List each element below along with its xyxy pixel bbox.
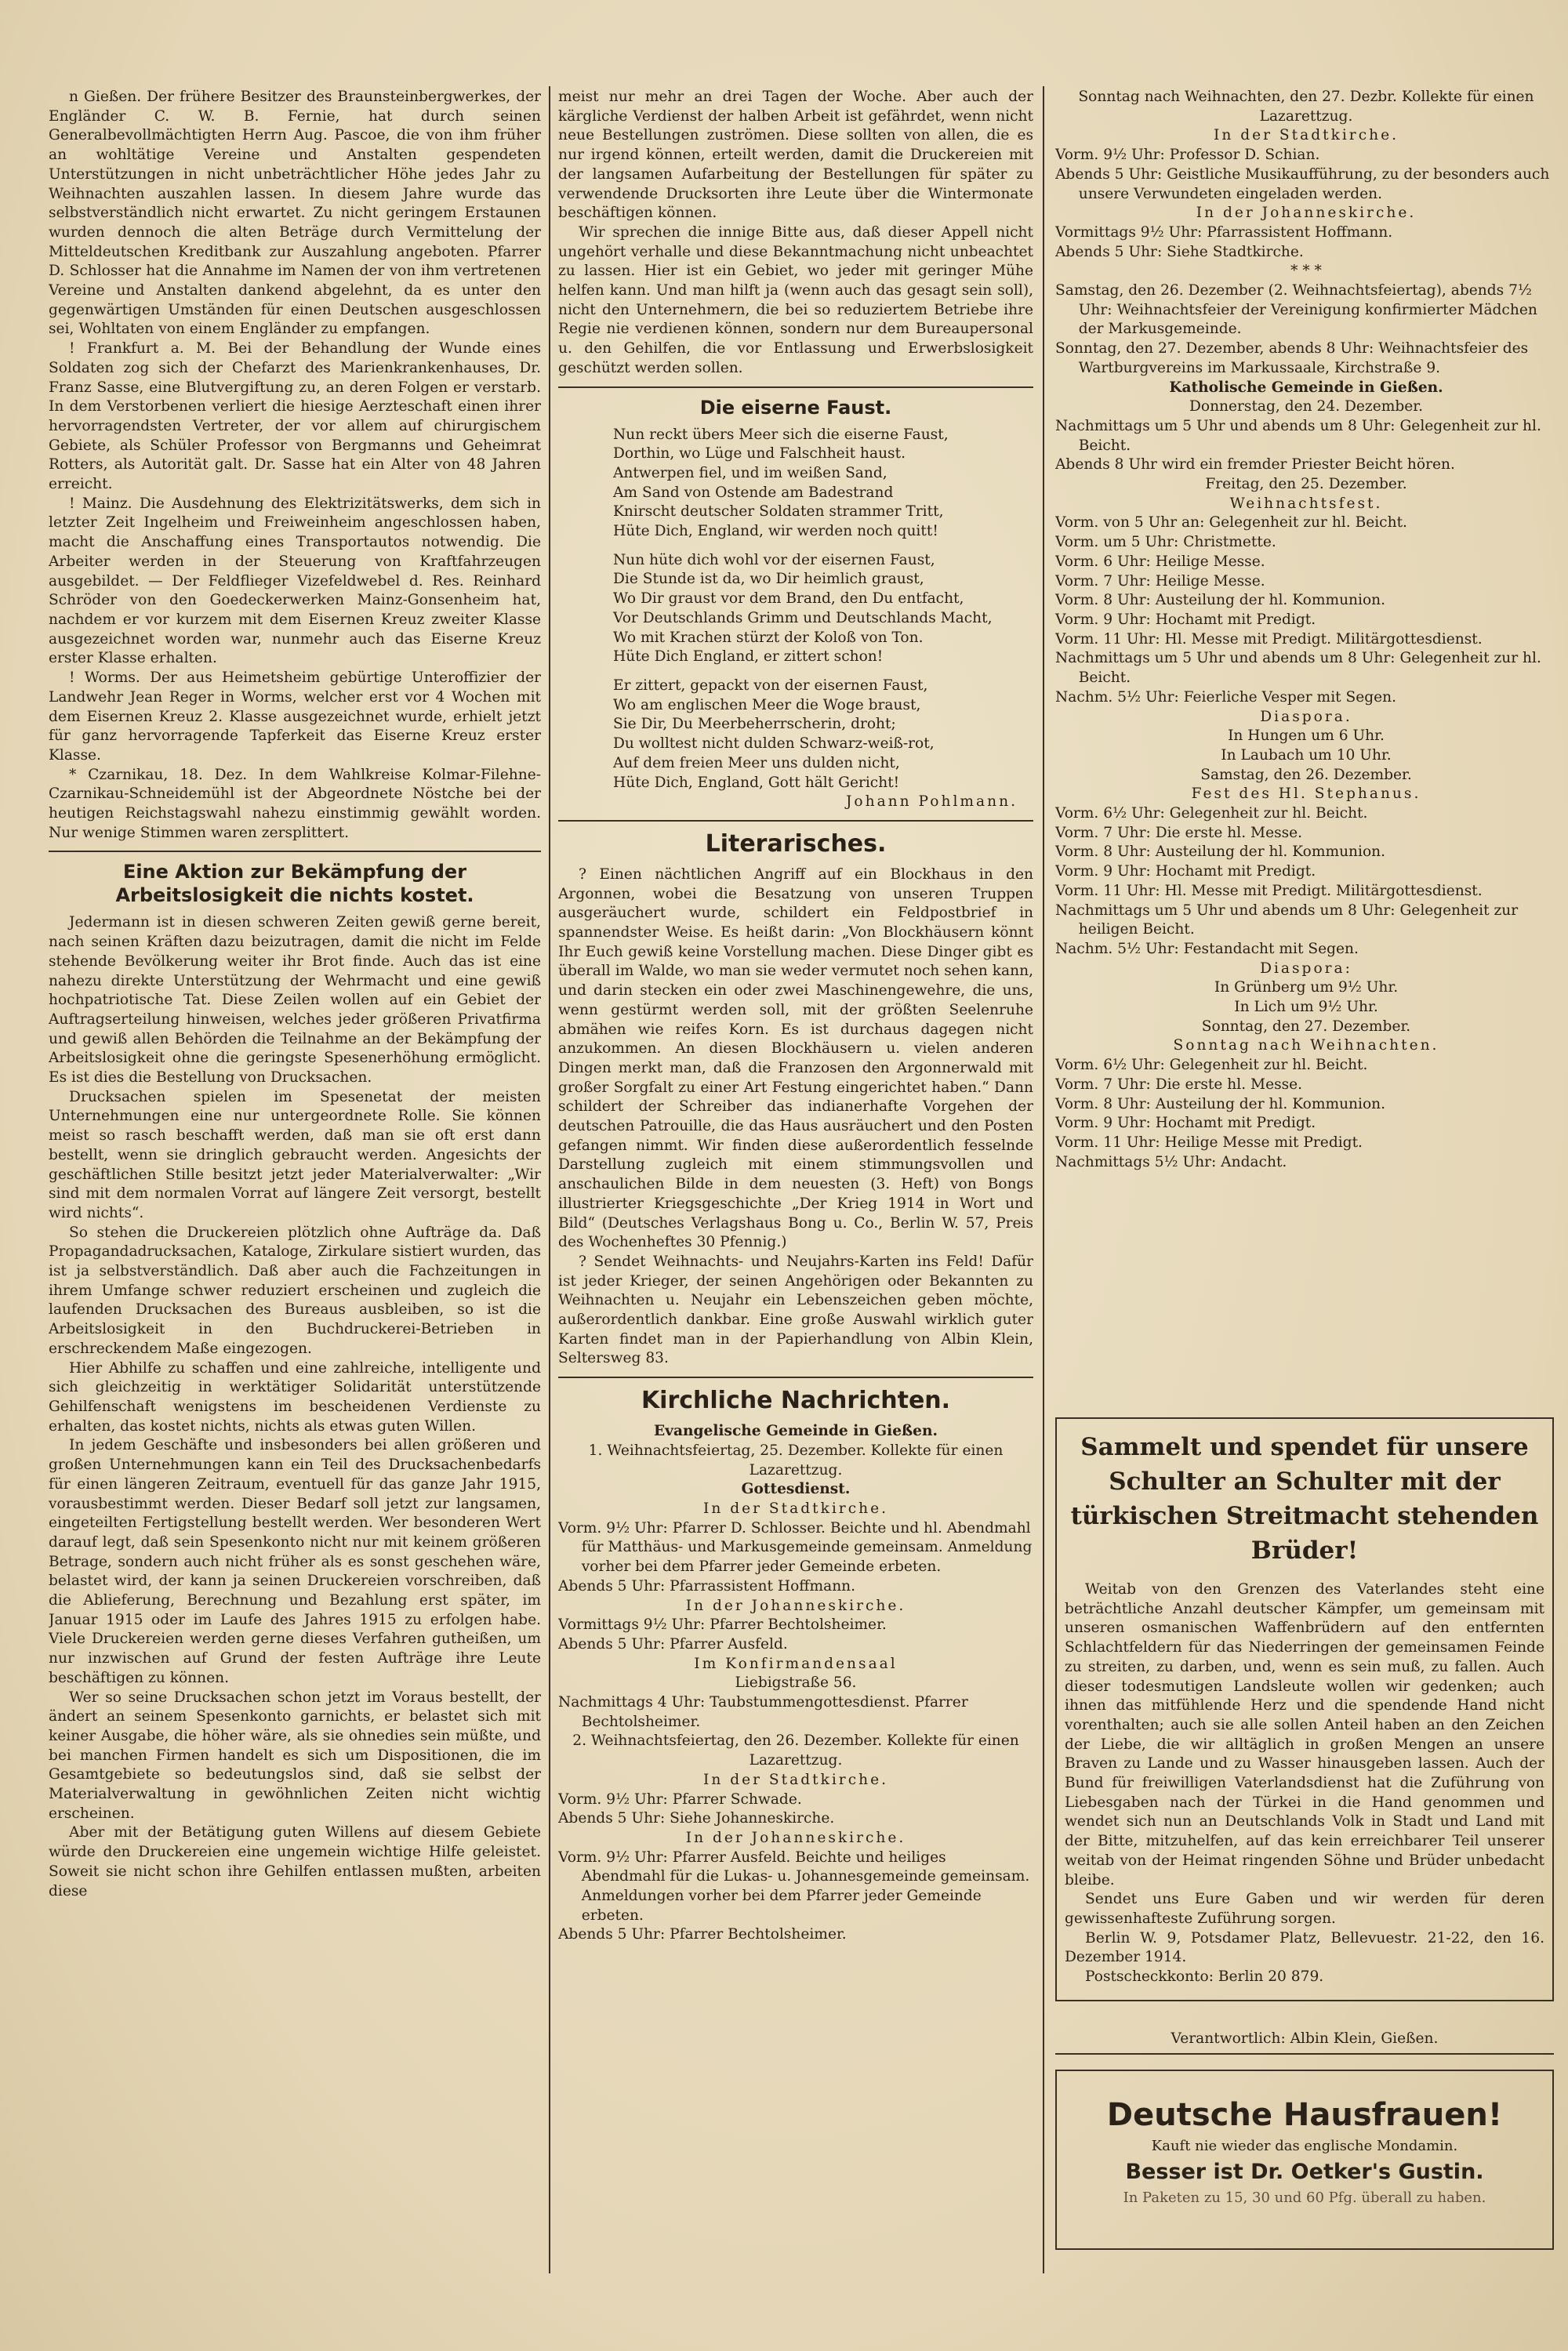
centered-line: In Laubach um 10 Uhr.	[1221, 746, 1392, 764]
schedule-item: Vorm. 6½ Uhr: Gelegenheit zur hl. Beicht.	[1055, 1057, 1368, 1074]
schedule-item: Abends 5 Uhr: Siehe Stadtkirche.	[1055, 243, 1304, 260]
headline: Eine Aktion zur Bekämpfung der Arbeitslosigkeit die nichts kostet.	[115, 861, 474, 907]
schedule-item: Vorm. 8 Uhr: Austeilung der hl. Kommunion.	[1055, 592, 1386, 609]
centered-line: Im Konfirmandensaal	[694, 1655, 898, 1672]
schedule-item: Nachmittags 5½ Uhr: Andacht.	[1055, 1153, 1287, 1170]
poem-line: Am Sand von Ostende am Badestrand	[613, 484, 894, 501]
appeal-send: Sendet uns Eure Gaben und wir werden für deren gewissenhafteste Zuführung sorgen.	[1065, 1891, 1544, 1927]
centered-line: In Hungen um 6 Uhr.	[1228, 727, 1385, 745]
centered-line: Diaspora:	[1260, 960, 1352, 977]
poem-line: Hüte Dich, England, Gott hält Gericht!	[613, 774, 900, 791]
schedule-item: Vorm. von 5 Uhr an: Gelegenheit zur hl. Beicht.	[1055, 514, 1407, 532]
horizontal-rule	[558, 1377, 1033, 1378]
centered-line: Sonntag, den 27. Dezember.	[1201, 1018, 1411, 1035]
headline: Literarisches.	[705, 829, 887, 858]
appeal-account: Postscheckkonto: Berlin 20 879.	[1085, 1968, 1324, 1986]
horizontal-rule	[558, 386, 1033, 388]
appeal-body: Weitab von den Grenzen des Vaterlandes steht eine beträchtliche Anzahl deutscher Kämpfer, um gemeinsam mit unseren osmanischen Waffenbrüdern auf den entfernten Schlachtfeldern für das Niederringen der gemeinsamen Feinde zu streiten, zu darben, und, wenn es sein muß, zu fallen. Auch dieser todesmutigen Landsleute wollen wir gedenken; auch ihnen das mitfühlende Herz und die spendende Hand nicht vorenthalten; auch sie alle sollen Anteil haben an den Zeichen der Liebe, die wir alltäglich in großen Mengen an unsere Braven zu Lande und zu Wasser hinausgeben lassen. Auch der Bund für freiwilligen Vaterlandsdienst hat die Zuführung von Liebesgaben nach der Türkei in die Hand genommen und wendet sich nun an Deutschlands Volk in Stadt und Land mit der Bitte, mitzuhelfen, auf das kein erreichbarer Teil unserer weitab von der Heimat ringenden Söhne und Brüder unbedacht bleibe.	[1065, 1581, 1544, 1888]
column-3	[1055, 88, 1557, 1413]
ad-product: Besser ist Dr. Oetker's Gustin.	[1125, 2160, 1484, 2184]
schedule-item: Vorm. 7 Uhr: Die erste hl. Messe.	[1055, 824, 1303, 841]
centered-line: In der Stadtkirche.	[1213, 127, 1399, 144]
schedule-item: Abends 5 Uhr: Pfarrer Bechtolsheimer.	[558, 1926, 847, 1943]
schedule-item: Vorm. 7 Uhr: Die erste hl. Messe.	[1055, 1076, 1303, 1093]
schedule-item: Vorm. 11 Uhr: Heilige Messe mit Predigt.	[1055, 1134, 1363, 1151]
paragraph: ! Mainz. Die Ausdehnung des Elektrizitätswerks, dem sich in letzter Zeit Ingelheim und Freiweinheim angeschlossen haben, macht die Anschaffung eines Transportautos notwendig. Die Arbeiter werden in der Steuerung von Kraftfahrzeugen ausgebildet. — Der Feldflieger Vizefeldwebel d. Res. Reinhard Schröder von den Goedeckerwerken Mainz-Gonsenheim hat, nachdem er vor kurzem mit dem Eisernen Kreuz zweiter Klasse ausgezeichnet worden war, nunmehr auch das Eiserne Kreuz erster Klasse erhalten.	[49, 495, 541, 667]
centered-line: In der Johanneskirche.	[685, 1829, 906, 1846]
ad-footer: In Paketen zu 15, 30 und 60 Pfg. überall zu haben.	[1123, 2190, 1486, 2206]
paragraph: Hier Abhilfe zu schaffen und eine zahlreiche, intelligente und sich gleichzeitig in werktätiger Solidarität unterstützende Gehilfenschaft wenigstens im bescheidenen Verdienste zu erhalten, das kostet nichts, nichts als etwas guten Willen.	[49, 1359, 541, 1435]
centered-line: Gottesdienst.	[741, 1481, 851, 1498]
poem-line: Du wolltest nicht dulden Schwarz-weiß-rot,	[613, 735, 935, 753]
author-signature: Johann Pohlmann.	[845, 793, 1018, 811]
schedule-item: Vorm. 9½ Uhr: Pfarrer Ausfeld. Beichte und heiliges Abendmahl für die Lukas- u. Johannesgemeinde gemeinsam. Anmeldungen vorher bei dem Pfarrer jeder Gemeinde erbeten.	[558, 1849, 1030, 1924]
paragraph: Wer so seine Drucksachen schon jetzt im Voraus bestellt, der ändert an seinem Spesenkonto garnichts, er belastet sich mit keiner Ausgabe, die höher wäre, als sie ohnedies sein müßte, und bei manchen Firmen handelt es sich um Dispositionen, die im Gesamtgebiete so bedeutungslos sind, daß sie selbst der Materialverwaltung in gewöhnlichen Zeiten nicht wichtig erscheinen.	[49, 1689, 541, 1822]
poem-line: Antwerpen fiel, und im weißen Sand,	[613, 464, 887, 481]
poem-line: Hüte Dich England, er zittert schon!	[613, 648, 884, 666]
schedule-item: Nachmittags um 5 Uhr und abends um 8 Uhr: Gelegenheit zur heiligen Beicht.	[1055, 902, 1519, 938]
schedule-item: Vorm. 9 Uhr: Hochamt mit Predigt.	[1055, 863, 1316, 880]
centered-line: * * *	[1290, 263, 1322, 280]
schedule-item: Vorm. 9½ Uhr: Pfarrer D. Schlosser. Beichte und hl. Abendmahl für Matthäus- und Markusgemeinde gemeinsam. Anmeldung vorher bei dem Pfarrer jeder Gemeinde erbeten.	[558, 1519, 1033, 1576]
centered-line: In Lich um 9½ Uhr.	[1234, 999, 1378, 1016]
paragraph: Wir sprechen die innige Bitte aus, daß dieser Appell nicht ungehört verhalle und diese Bekanntmachung nicht unbeachtet zu lassen. Hier ist ein Gebiet, wo jeder mit geringer Mühe helfen kann. Und man hilft ja (wenn auch das gesagt sein soll), nicht den Unternehmern, die bei so reduziertem Betriebe ihre Regie nie verdienen können, sondern nur dem Bureaupersonal u. den Gehilfen, die vor Entlassung und Erwerbslosigkeit geschützt werden sollen.	[558, 223, 1033, 376]
schedule-item: Vorm. 11 Uhr: Hl. Messe mit Predigt. Militärgottesdienst.	[1055, 882, 1483, 899]
paragraph: Aber mit der Betätigung guten Willens auf diesem Gebiete würde den Druckereien eine ungemein wichtige Hilfe geleistet. Soweit sie nicht schon ihre Gehilfen entlassen mußten, arbeiten diese	[49, 1824, 541, 1899]
poem-line: Die Stunde ist da, wo Dir heimlich graust,	[613, 571, 924, 588]
poem-line: Dorthin, wo Lüge und Falschheit haust.	[613, 445, 906, 463]
centered-line: In der Johanneskirche.	[1196, 205, 1417, 222]
poem-line: Wo mit Krachen stürzt der Koloß von Ton.	[613, 629, 924, 646]
appeal-address: Berlin W. 9, Potsdamer Platz, Bellevuestr. 21-22, den 16. Dezember 1914.	[1065, 1929, 1544, 1966]
schedule-item: Nachmittags 4 Uhr: Taubstummengottesdienst. Pfarrer Bechtolsheimer.	[558, 1694, 968, 1730]
centered-line: In der Stadtkirche.	[702, 1771, 888, 1788]
paragraph: ? Einen nächtlichen Angriff auf ein Blockhaus in den Argonnen, wobei die Besatzung von unseren Truppen ausgeräuchert wurde, schildert ein Feldpostbrief in spannendster Weise. Es heißt darin: „Von Blockhäusern könnt Ihr Euch gewiß keine Vorstellung machen. Diese Dinger gibt es überall im Walde, wo man sie weder vermutet noch sehen kann, und darin stecken ein oder zwei Maschinengewehre, die uns, wenn gestürmt werden soll, mit der größten Seelenruhe abmähen wie reifes Korn. Es ist durchaus dagegen nicht anzukommen. An diesen Blockhäusern u. vielen anderen Dingen merkt man, daß die Franzosen den Argonnerwald mit großer Sorgfalt zu einer Art Festung eingerichtet haben.“ Dann schildert der Schreiber das indianerhafte Vorgehen der deutschen Patrouille, die das Haus ausräuchert und den Posten gefangen nimmt. Wir finden diese außerordentlich fesselnde Darstellung zugleich mit einem stimmungsvollen und anschaulichen Bilde in dem neuesten (3. Heft) von Bongs illustrierter Kriegsgeschichte „Der Krieg 1914 in Wort und Bild“ (Deutsches Verlagshaus Bong u. Co., Berlin W. 57, Preis des Wochenheftes 30 Pfennig.)	[558, 865, 1033, 1251]
ad-line: Kauft nie wieder das englische Mondamin.	[1151, 2138, 1458, 2154]
appeal-title: Sammelt und spendet für unsere Schulter an Schulter mit der türkischen Streitmacht stehenden Brüder!	[1070, 1433, 1539, 1565]
centered-line: In Grünberg um 9½ Uhr.	[1214, 979, 1399, 996]
paragraph: ! Frankfurt a. M. Bei der Behandlung der Wunde eines Soldaten zog sich der Chefarzt des Marienkrankenhauses, Dr. Franz Sasse, eine Blutvergiftung zu, an deren Folgen er verstarb. In dem Verstorbenen verliert die hiesige Aerzteschaft einen ihrer hervorragendsten Vertreter, der vor allem auf chirurgischem Gebiete, als Schüler Professor von Bergmanns und Geheimrat Rotters, als Autorität galt. Dr. Sasse hat ein Alter von 48 Jahren erreicht.	[49, 340, 541, 493]
poem-line: Wo Dir graust vor dem Brand, den Du entfacht,	[613, 590, 964, 608]
centered-line: Samstag, den 26. Dezember.	[1200, 766, 1412, 783]
appeal-box	[1055, 1417, 1554, 2001]
centered-line: Katholische Gemeinde in Gießen.	[1169, 379, 1443, 396]
schedule-item: Abends 5 Uhr: Geistliche Musikaufführung, zu der besonders auch unsere Verwundeten eingeladen werden.	[1055, 165, 1550, 202]
poem-line: Hüte Dich, England, wir werden noch quitt!	[613, 523, 938, 540]
paragraph: meist nur mehr an drei Tagen der Woche. Aber auch der kärgliche Verdienst der halben Arbeit ist gefährdet, wenn nicht neue Bestellungen zuströmen. Diese sollten von allen, die es nur irgend können, erteilt werden, damit die Druckereien mit der langsamen Aufarbeitung der Bestellungen für später zu verwendende Drucksorten ihre Leute über die Wintermonate beschäftigen können.	[558, 89, 1033, 222]
centered-line: Evangelische Gemeinde in Gießen.	[654, 1423, 938, 1440]
centered-line: Freitag, den 25. Dezember.	[1205, 476, 1407, 493]
centered-line: Diaspora.	[1260, 708, 1352, 725]
stanza-gap	[558, 667, 1033, 677]
headline: Die eiserne Faust.	[699, 396, 892, 419]
ad-title: Deutsche Hausfrauen!	[1106, 2097, 1503, 2133]
schedule-item: Nachm. 5½ Uhr: Feierliche Vesper mit Segen.	[1055, 688, 1397, 706]
paragraph: Jedermann ist in diesen schweren Zeiten gewiß gerne bereit, nach seinen Kräften dazu beizutragen, damit die nicht im Felde stehende Bevölkerung weiter ihr Brot finde. Auch das ist eine nahezu direkte Unterstützung der Wehrmacht und eine gewiß hochpatriotische Tat. Diese Zeilen wollen auf ein Gebiet der Auftragserteilung hinweisen, welches jeder größeren Privatfirma und gewiß allen Behörden die Teilnahme an der Bekämpfung der Arbeitslosigkeit ohne die geringste Spesenerhöhung ermöglicht. Es ist dies die Bestellung von Drucksachen.	[49, 914, 541, 1087]
schedule-item: Nachm. 5½ Uhr: Festandacht mit Segen.	[1055, 940, 1359, 957]
poem-line: Vor Deutschlands Grimm und Deutschlands Macht,	[613, 609, 993, 626]
paragraph: In jedem Geschäfte und insbesonders bei allen größeren und großen Unternehmungen kann ein Teil des Drucksachenbedarfs für einen längeren Zeitraum, eventuell für das ganze Jahr 1915, vorausbestimmt werden. Dieser Bedarf soll jetzt zur langsamen, eingeteilten Fertigstellung bestellt werden. Wer besonderen Wert darauf legt, daß sein Spesenkonto nicht nur mit keinem größeren Betrage, sondern auch nicht früher als es sonst geschehen wäre, belastet wird, der kann ja seinen Druckereien vorschreiben, daß die Ablieferung, Berechnung und Bezahlung erst später, im Januar 1915 oder im Laufe des Jahres 1915 zu erfolgen habe. Viele Druckereien werden gerne dieses Verfahren gutheißen, um nur inzwischen auf Grund der festen Aufträge ihre Leute beschäftigen zu können.	[49, 1437, 541, 1686]
centered-line: In der Johanneskirche.	[685, 1597, 906, 1614]
schedule-item: Vormittags 9½ Uhr: Pfarrer Bechtolsheimer.	[558, 1616, 887, 1634]
poem-line: Sie Dir, Du Meerbeherrscherin, droht;	[613, 716, 896, 733]
centered-line: Sonntag nach Weihnachten, den 27. Dezbr. Kollekte für einen Lazarettzug.	[1078, 89, 1534, 125]
schedule-item: Vorm. 8 Uhr: Austeilung der hl. Kommunion.	[1055, 844, 1386, 861]
paragraph: ! Worms. Der aus Heimetsheim gebürtige Unteroffizier der Landwehr Jean Reger in Worms, welcher erst vor 4 Wochen mit dem Eisernen Kreuz 2. Klasse ausgezeichnet wurde, erhielt jetzt für ganz hervorragende Tapferkeit das Eiserne Kreuz erster Klasse.	[49, 669, 541, 764]
responsible-editor: Verantwortlich: Albin Klein, Gießen.	[1055, 2030, 1554, 2055]
schedule-item: Vormittags 9½ Uhr: Pfarrassistent Hoffmann.	[1055, 223, 1393, 241]
poem-line: Auf dem freien Meer uns dulden nicht,	[613, 754, 900, 771]
column-divider	[549, 86, 550, 2273]
centered-line: Weihnachtsfest.	[1229, 495, 1383, 512]
column-1	[49, 88, 541, 2275]
schedule-item: Abends 5 Uhr: Pfarrassistent Hoffmann.	[558, 1577, 856, 1595]
stanza-gap	[558, 542, 1033, 551]
schedule-item: Abends 5 Uhr: Siehe Johanneskirche.	[558, 1810, 835, 1827]
schedule-item: Vorm. um 5 Uhr: Christmette.	[1055, 534, 1276, 551]
centered-line: Liebigstraße 56.	[735, 1674, 857, 1692]
schedule-item: Vorm. 9½ Uhr: Pfarrer Schwade.	[558, 1790, 802, 1808]
poem-line: Knirscht deutscher Soldaten strammer Tritt,	[613, 503, 944, 521]
paragraph: So stehen die Druckereien plötzlich ohne Aufträge da. Daß Propagandadrucksachen, Kataloge, Zirkulare sistiert wurden, das ist ja selbstverständlich. Daß aber auch die Fachzeitungen in ihrem Umfange schwer reduziert erscheinen und zugleich die laufenden Drucksachen des Bureaus ausbleiben, so ist die Arbeitslosigkeit in den Buchdruckerei-Betrieben in erschreckendem Maße eingezogen.	[49, 1224, 541, 1357]
horizontal-rule	[49, 851, 541, 852]
column-divider	[1043, 86, 1044, 2273]
schedule-item: Vorm. 11 Uhr: Hl. Messe mit Predigt. Militärgottesdienst.	[1055, 630, 1483, 648]
poem-line: Wo am englischen Meer die Woge braust,	[613, 696, 921, 713]
horizontal-rule	[558, 820, 1033, 822]
schedule-item: Vorm. 9 Uhr: Hochamt mit Predigt.	[1055, 611, 1316, 628]
poem-line: Nun reckt übers Meer sich die eiserne Faust,	[613, 426, 949, 443]
paragraph: ? Sendet Weihnachts- und Neujahrs-Karten ins Feld! Dafür ist jeder Krieger, der seinen Angehörigen oder Bekannten zu Weihnachten u. Neujahr ein Lebenszeichen geben möchte, außerordentlich dankbar. Eine große Auswahl wirklich guter Karten findet man in der Papierhandlung von Albin Klein, Seltersweg 83.	[558, 1253, 1033, 1367]
schedule-item: Abends 8 Uhr wird ein fremder Priester Beicht hören.	[1055, 456, 1455, 473]
schedule-item: Abends 5 Uhr: Pfarrer Ausfeld.	[558, 1635, 788, 1653]
headline: Kirchliche Nachrichten.	[641, 1387, 951, 1415]
schedule-item: Sonntag, den 27. Dezember, abends 8 Uhr: Weihnachtsfeier des Wartburgvereins im Markussaale, Kirchstraße 9.	[1055, 340, 1529, 376]
schedule-item: Vorm. 6½ Uhr: Gelegenheit zur hl. Beicht.	[1055, 805, 1368, 822]
schedule-item: Vorm. 9 Uhr: Hochamt mit Predigt.	[1055, 1115, 1316, 1132]
paragraph: Drucksachen spielen im Spesenetat der meisten Unternehmungen eine nur untergeordnete Rolle. Sie können meist so rasch beschafft werden, daß man sie oft erst dann bestellt, wenn sie dringlich gebraucht werden. Angesichts der geschäftlichen Stille besitzt jetzt jeder Materialverwalter: „Wir sind mit dem normalen Vorrat auf längere Zeit versorgt, bestellt wird nichts“.	[49, 1088, 541, 1221]
advertisement	[1055, 2070, 1554, 2250]
centered-line: Sonntag nach Weihnachten.	[1173, 1037, 1439, 1054]
poem-line: Er zittert, gepackt von der eisernen Faust,	[613, 677, 928, 694]
column-2	[558, 88, 1033, 2251]
paragraph: n Gießen. Der frühere Besitzer des Braunsteinbergwerkes, der Engländer C. W. B. Fernie, hat durch seinen Generalbevollmächtigten Herrn Aug. Pascoe, die von ihm früher an wohltätige Vereine und Anstalten gespendeten Unterstützungen in nicht unbeträchtlicher Höhe jedes Jahr zu Weihnachten auszahlen lassen. In diesem Jahre wurde das selbstverständlich nicht erwartet. Zu nicht geringem Erstaunen wurden dennoch die alten Beträge durch Vermittelung der Mitteldeutschen Kreditbank zur Auszahlung angeboten. Pfarrer D. Schlosser hat die Annahme im Namen der von ihm vertretenen Vereine und Anstalten dankend abgelehnt, da es unter den gegenwärtigen Umständen für einen Deutschen ausgeschlossen sei, Wohltaten von einem Engländer zu empfangen.	[49, 89, 541, 338]
schedule-item: Vorm. 8 Uhr: Austeilung der hl. Kommunion.	[1055, 1095, 1386, 1112]
schedule-item: Nachmittags um 5 Uhr und abends um 8 Uhr: Gelegenheit zur hl. Beicht.	[1055, 417, 1541, 454]
schedule-item: Vorm. 6 Uhr: Heilige Messe.	[1055, 553, 1265, 570]
paragraph: * Czarnikau, 18. Dez. In dem Wahlkreise Kolmar-Filehne-Czarnikau-Schneidemühl ist der Abgeordnete Nöstche bei der heutigen Reichstagswahl nahezu einstimmig gewählt worden. Nur wenige Stimmen waren zersplittert.	[49, 766, 541, 841]
schedule-item: Samstag, den 26. Dezember (2. Weihnachtsfeiertag), abends 7½ Uhr: Weihnachtsfeier der Vereinigung konfirmierter Mädchen der Markusgemeinde.	[1055, 282, 1537, 338]
centered-line: In der Stadtkirche.	[702, 1500, 888, 1517]
centered-line: Fest des Hl. Stephanus.	[1191, 785, 1421, 803]
poem-line: Nun hüte dich wohl vor der eisernen Faust,	[613, 551, 935, 568]
schedule-item: Nachmittags um 5 Uhr und abends um 8 Uhr: Gelegenheit zur hl. Beicht.	[1055, 650, 1541, 687]
centered-line: Donnerstag, den 24. Dezember.	[1189, 398, 1424, 415]
centered-line: 1. Weihnachtsfeiertag, 25. Dezember. Kollekte für einen Lazarettzug.	[588, 1442, 1004, 1478]
schedule-item: Vorm. 9½ Uhr: Professor D. Schian.	[1055, 147, 1320, 164]
schedule-item: Vorm. 7 Uhr: Heilige Messe.	[1055, 572, 1265, 590]
centered-line: 2. Weihnachtsfeiertag, den 26. Dezember. Kollekte für einen Lazarettzug.	[572, 1732, 1019, 1769]
